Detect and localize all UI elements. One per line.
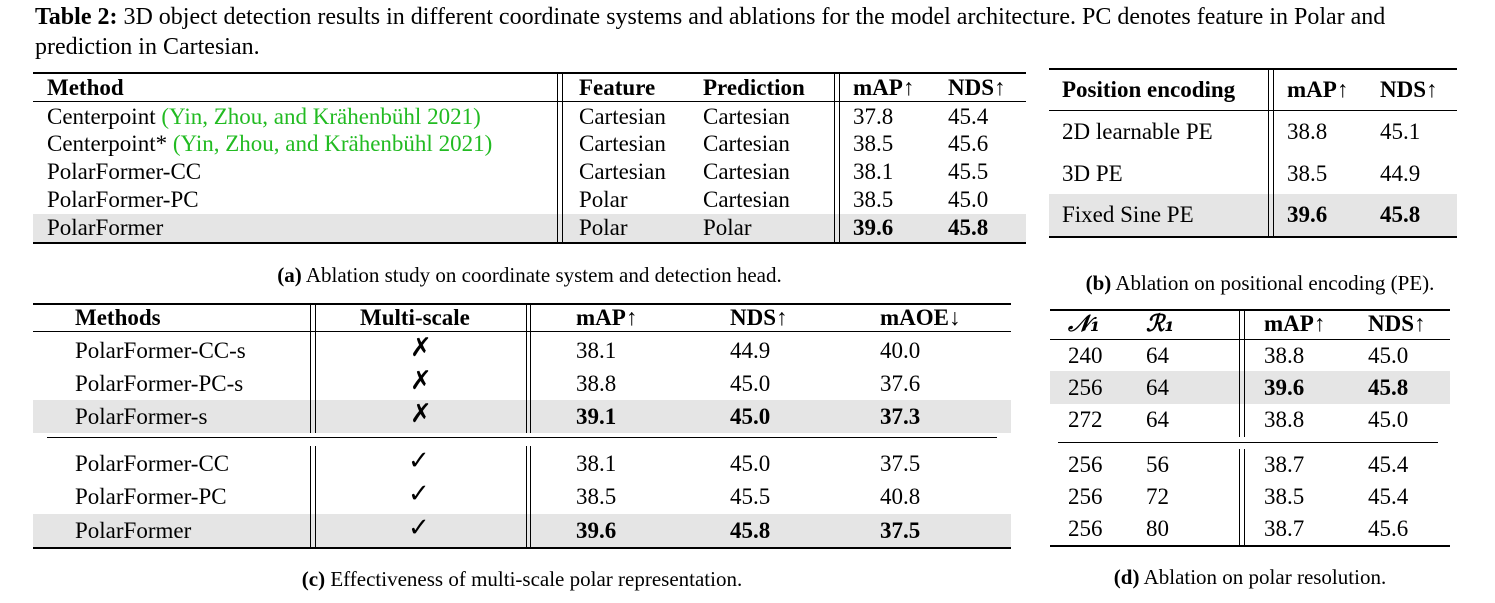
table-row-method: PolarFormer [47, 215, 164, 240]
column-divider [562, 73, 563, 242]
top-rule [33, 303, 1011, 305]
bottom-rule [33, 547, 1011, 549]
cell-nds: 45.8 [1368, 375, 1409, 400]
cell-n: 256 [1068, 516, 1103, 541]
cell-r: 80 [1146, 516, 1169, 541]
cell-n: 256 [1068, 375, 1103, 400]
cell-map: 39.6 [1287, 202, 1328, 227]
header-rule [33, 101, 1026, 102]
cell-method: PolarFormer-s [75, 404, 208, 429]
cell-map: 38.1 [576, 338, 617, 363]
cell-prediction: Cartesian [703, 131, 790, 156]
citation-link[interactable]: (Yin, Zhou, and Krähenbühl 2021) [172, 131, 493, 156]
column-divider [530, 304, 531, 433]
header-multi-scale: Multi-scale [360, 305, 470, 330]
column-divider [310, 304, 311, 433]
cell-map: 38.7 [1264, 452, 1305, 477]
column-divider [526, 304, 527, 433]
cell-nds: 45.5 [730, 484, 771, 509]
cell-nds: 45.4 [948, 104, 989, 129]
column-divider [530, 446, 531, 547]
cell-method: PolarFormer-CC-s [75, 338, 246, 363]
bottom-rule [33, 242, 1026, 244]
header-nds: NDS↑ [1368, 311, 1426, 336]
cell-nds: 45.0 [730, 404, 771, 429]
header-rule [1049, 110, 1457, 111]
header-nds: NDS↑ [1380, 77, 1438, 102]
cell-map: 38.1 [576, 451, 617, 476]
cell-feature: Cartesian [579, 159, 666, 184]
cell-map: 38.5 [576, 484, 617, 509]
cell-maoe: 37.3 [880, 404, 921, 429]
cell-prediction: Cartesian [703, 159, 790, 184]
cell-maoe: 40.8 [880, 484, 921, 509]
cell-feature: Polar [579, 187, 628, 212]
cell-maoe: 37.6 [880, 371, 921, 396]
cell-nds: 44.9 [730, 338, 771, 363]
cell-pe: 3D PE [1062, 161, 1123, 186]
cell-r: 64 [1146, 343, 1169, 368]
cell-nds: 45.8 [1380, 202, 1421, 227]
cell-map: 38.5 [853, 187, 894, 212]
column-divider [1268, 69, 1269, 236]
header-r1: ℛ₁ [1146, 310, 1175, 337]
cell-nds: 45.6 [1368, 516, 1409, 541]
header-feature: Feature [579, 75, 656, 100]
cell-r: 64 [1146, 407, 1169, 432]
column-divider [315, 304, 316, 433]
cell-nds: 45.8 [948, 215, 989, 240]
header-map: mAP↑ [853, 75, 915, 100]
cell-method: PolarFormer [75, 518, 192, 543]
cell-prediction: Polar [703, 215, 752, 240]
cell-nds: 45.0 [730, 451, 771, 476]
cell-map: 38.5 [1264, 484, 1305, 509]
cell-nds: 45.8 [730, 518, 771, 543]
group-rule [47, 437, 997, 438]
cell-nds: 45.6 [948, 131, 989, 156]
subcaption-c: (c) Effectiveness of multi-scale polar representation. [301, 567, 743, 591]
cell-n: 272 [1068, 407, 1103, 432]
cell-nds: 45.1 [1380, 119, 1421, 144]
table-caption [35, 2, 1485, 62]
cell-map: 39.6 [576, 518, 617, 543]
cell-n: 256 [1068, 452, 1103, 477]
column-divider [839, 73, 840, 242]
cell-feature: Polar [579, 215, 628, 240]
column-divider [526, 446, 527, 547]
cell-maoe: 37.5 [880, 518, 921, 543]
cell-prediction: Cartesian [703, 104, 790, 129]
column-divider [1244, 310, 1245, 437]
cell-map: 38.8 [1264, 407, 1305, 432]
cell-nds: 45.0 [1368, 407, 1409, 432]
cell-nds: 45.5 [948, 159, 989, 184]
header-map: mAP↑ [576, 305, 638, 330]
check-icon: ✓ [408, 479, 430, 508]
header-nds: NDS↑ [730, 305, 788, 330]
cross-icon: ✗ [410, 399, 432, 428]
cell-map: 38.8 [1287, 119, 1328, 144]
table-row-method: PolarFormer-CC [47, 159, 202, 184]
cell-pe: 2D learnable PE [1062, 119, 1213, 144]
header-map: mAP↑ [1264, 311, 1326, 336]
cell-map: 38.5 [1287, 161, 1328, 186]
column-divider [557, 73, 558, 242]
cell-maoe: 40.0 [880, 338, 921, 363]
header-nds: NDS↑ [948, 75, 1006, 100]
column-divider [310, 446, 311, 547]
header-maoe: mAOE↓ [880, 305, 961, 330]
cell-map: 38.8 [1264, 343, 1305, 368]
table-label: Table 2: [35, 4, 118, 30]
cell-method: PolarFormer-PC [75, 484, 227, 509]
column-divider [1239, 449, 1240, 545]
header-map: mAP↑ [1287, 77, 1349, 102]
cell-pe: Fixed Sine PE [1062, 202, 1194, 227]
header-rule [1050, 339, 1450, 340]
cell-n: 240 [1068, 343, 1103, 368]
header-methods: Methods [75, 305, 161, 330]
cell-maoe: 37.5 [880, 451, 921, 476]
cell-map: 38.5 [853, 131, 894, 156]
cell-nds: 45.0 [730, 371, 771, 396]
column-divider [1244, 449, 1245, 545]
table-caption-text: 3D object detection results in different coordinate systems and ablations for the model architecture. PC denotes feature in Polar and prediction in Cartesian. [35, 4, 1386, 60]
top-rule [1049, 68, 1457, 70]
cell-nds: 45.0 [948, 187, 989, 212]
check-icon: ✓ [408, 513, 430, 542]
cell-map: 37.8 [853, 104, 894, 129]
cell-map: 38.8 [576, 371, 617, 396]
cell-map: 38.1 [853, 159, 894, 184]
cell-r: 64 [1146, 375, 1169, 400]
cell-method: PolarFormer-PC-s [75, 371, 244, 396]
group-rule [1058, 442, 1438, 443]
subcaption-b: (b) Ablation on positional encoding (PE). [1085, 271, 1435, 295]
cell-map: 39.1 [576, 404, 617, 429]
citation-link[interactable]: (Yin, Zhou, and Krähenbühl 2021) [161, 104, 481, 129]
column-divider [315, 446, 316, 547]
column-divider [834, 73, 835, 242]
header-position-encoding: Position encoding [1062, 77, 1236, 102]
cell-method: PolarFormer-CC [75, 451, 230, 476]
subcaption-a: (a) Ablation study on coordinate system and detection head. [277, 263, 782, 287]
cell-nds: 45.0 [1368, 343, 1409, 368]
check-icon: ✓ [408, 446, 430, 475]
cell-r: 56 [1146, 452, 1169, 477]
table-row-method: Centerpoint* (Yin, Zhou, and Krähenbühl 2021) [47, 131, 493, 156]
bottom-rule [1050, 545, 1450, 547]
header-n1: 𝒩₁ [1068, 310, 1101, 337]
cell-nds: 45.4 [1368, 484, 1409, 509]
cell-nds: 45.4 [1368, 452, 1409, 477]
cross-icon: ✗ [410, 333, 432, 362]
cell-nds: 44.9 [1380, 161, 1421, 186]
cell-map: 38.7 [1264, 516, 1305, 541]
bottom-rule [1049, 236, 1457, 238]
column-divider [1239, 310, 1240, 437]
header-method: Method [47, 75, 124, 100]
cell-map: 39.6 [853, 215, 894, 240]
header-prediction: Prediction [703, 75, 805, 100]
table-row-method: Centerpoint (Yin, Zhou, and Krähenbühl 2021) [47, 104, 481, 129]
cell-n: 256 [1068, 484, 1103, 509]
header-rule [33, 331, 1011, 332]
cell-r: 72 [1146, 484, 1169, 509]
cell-map: 39.6 [1264, 375, 1305, 400]
table-row-method: PolarFormer-PC [47, 187, 199, 212]
cell-prediction: Cartesian [703, 187, 790, 212]
cell-feature: Cartesian [579, 104, 666, 129]
subcaption-d: (d) Ablation on polar resolution. [1113, 565, 1387, 589]
cross-icon: ✗ [410, 366, 432, 395]
cell-feature: Cartesian [579, 131, 666, 156]
column-divider [1273, 69, 1274, 236]
